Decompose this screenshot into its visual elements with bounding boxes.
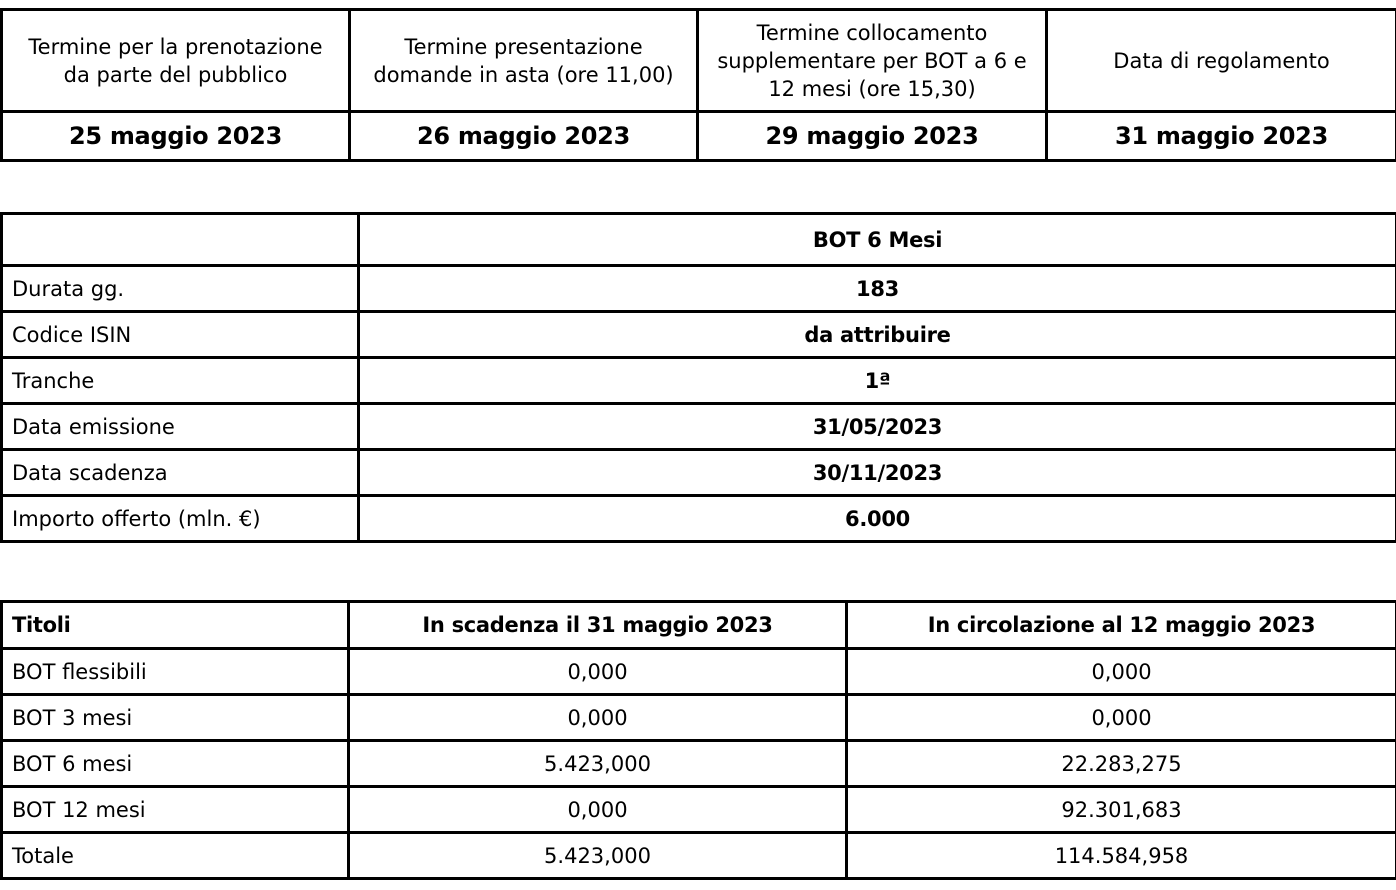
securities-header-row bbox=[2, 602, 1396, 649]
table-row bbox=[2, 649, 1396, 695]
securities-row-title: BOT flessibili bbox=[2, 649, 349, 695]
securities-row-maturing: 0,000 bbox=[349, 787, 847, 833]
offer-row-value: 31/05/2023 bbox=[359, 404, 1396, 450]
securities-row-outstanding: 22.283,275 bbox=[847, 741, 1396, 787]
schedule-table bbox=[0, 8, 1396, 162]
securities-row-title: BOT 12 mesi bbox=[2, 787, 349, 833]
securities-header-title: Titoli bbox=[2, 602, 349, 649]
table-row bbox=[2, 741, 1396, 787]
offer-table bbox=[0, 212, 1396, 543]
securities-row-maturing: 5.423,000 bbox=[349, 833, 847, 879]
table-row bbox=[2, 312, 1396, 358]
securities-row-title: Totale bbox=[2, 833, 349, 879]
securities-header-outstanding: In circolazione al 12 maggio 2023 bbox=[847, 602, 1396, 649]
offer-column-title: BOT 6 Mesi bbox=[359, 214, 1396, 266]
schedule-header-settlement-date: Data di regolamento bbox=[1047, 10, 1396, 112]
offer-row-label: Durata gg. bbox=[2, 266, 359, 312]
table-row bbox=[2, 833, 1396, 879]
offer-row-value: 183 bbox=[359, 266, 1396, 312]
schedule-header-auction-deadline: Termine presentazione domande in asta (ore 11,00) bbox=[350, 10, 698, 112]
securities-row-title: BOT 3 mesi bbox=[2, 695, 349, 741]
offer-corner-cell bbox=[2, 214, 359, 266]
schedule-value-settlement-date: 31 maggio 2023 bbox=[1047, 112, 1396, 161]
table-row bbox=[2, 358, 1396, 404]
offer-header-row bbox=[2, 214, 1396, 266]
table-row bbox=[2, 496, 1396, 542]
schedule-value-supplementary-deadline: 29 maggio 2023 bbox=[698, 112, 1047, 161]
securities-row-maturing: 0,000 bbox=[349, 649, 847, 695]
offer-row-label: Data emissione bbox=[2, 404, 359, 450]
schedule-header-row bbox=[2, 10, 1396, 112]
offer-row-value: 1ª bbox=[359, 358, 1396, 404]
schedule-value-row bbox=[2, 112, 1396, 161]
offer-row-value: 30/11/2023 bbox=[359, 450, 1396, 496]
securities-table bbox=[0, 600, 1396, 880]
offer-row-value: da attribuire bbox=[359, 312, 1396, 358]
table-row bbox=[2, 787, 1396, 833]
securities-row-maturing: 5.423,000 bbox=[349, 741, 847, 787]
securities-row-outstanding: 0,000 bbox=[847, 695, 1396, 741]
offer-row-label: Tranche bbox=[2, 358, 359, 404]
schedule-value-auction-deadline: 26 maggio 2023 bbox=[350, 112, 698, 161]
schedule-header-supplementary-deadline: Termine collocamento supplementare per BOT a 6 e 12 mesi (ore 15,30) bbox=[698, 10, 1047, 112]
schedule-header-booking-deadline: Termine per la prenotazione da parte del pubblico bbox=[2, 10, 350, 112]
offer-row-value: 6.000 bbox=[359, 496, 1396, 542]
securities-header-maturing: In scadenza il 31 maggio 2023 bbox=[349, 602, 847, 649]
offer-row-label: Importo offerto (mln. €) bbox=[2, 496, 359, 542]
securities-row-outstanding: 0,000 bbox=[847, 649, 1396, 695]
table-row bbox=[2, 450, 1396, 496]
securities-row-title: BOT 6 mesi bbox=[2, 741, 349, 787]
securities-row-outstanding: 114.584,958 bbox=[847, 833, 1396, 879]
offer-row-label: Data scadenza bbox=[2, 450, 359, 496]
table-row bbox=[2, 266, 1396, 312]
securities-row-outstanding: 92.301,683 bbox=[847, 787, 1396, 833]
offer-row-label: Codice ISIN bbox=[2, 312, 359, 358]
securities-row-maturing: 0,000 bbox=[349, 695, 847, 741]
schedule-value-booking-deadline: 25 maggio 2023 bbox=[2, 112, 350, 161]
table-row bbox=[2, 695, 1396, 741]
table-row bbox=[2, 404, 1396, 450]
